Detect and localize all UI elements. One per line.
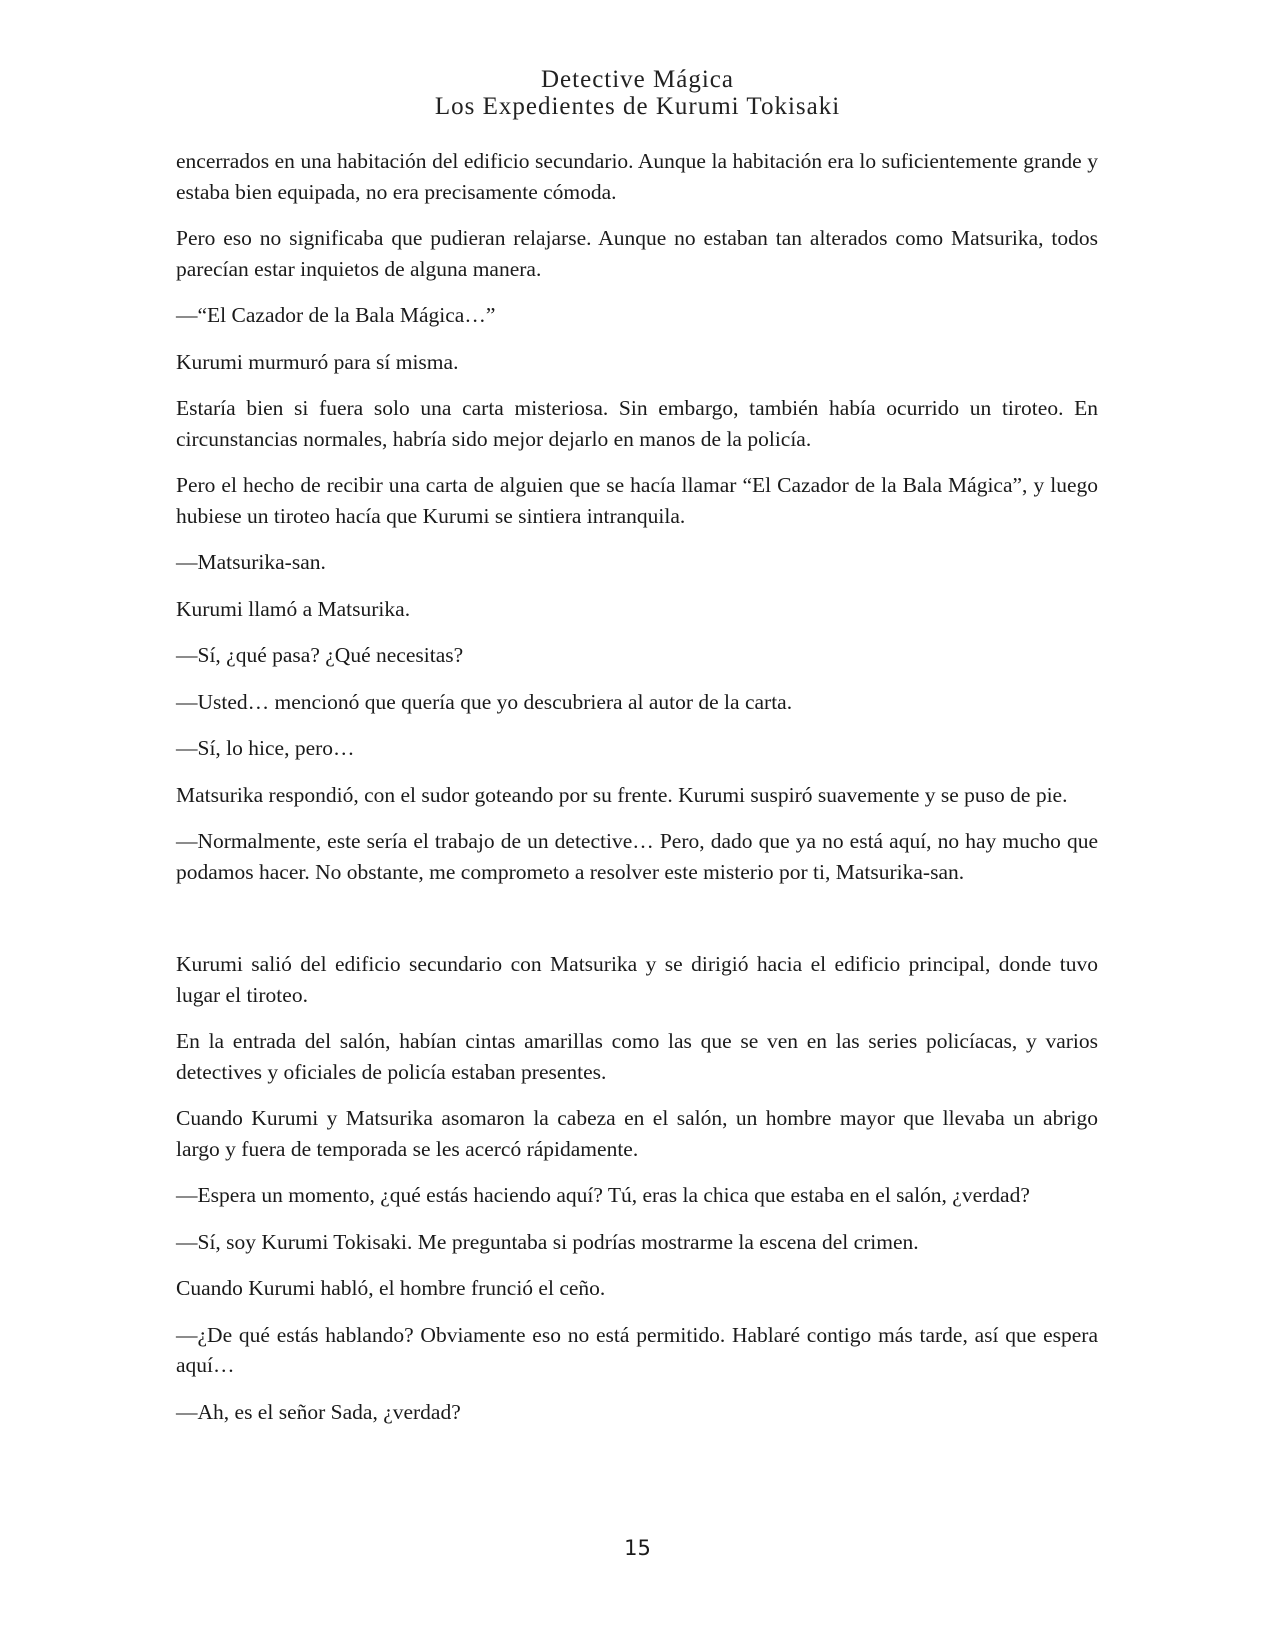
paragraph: —Espera un momento, ¿qué estás haciendo aquí? Tú, eras la chica que estaba en el salón, ¿verdad?: [176, 1183, 1030, 1207]
paragraph: —Ah, es el señor Sada, ¿verdad?: [176, 1399, 461, 1424]
paragraph: En la entrada del salón, habían cintas amarillas como las que se ven en las series policíacas, y varios detectives y oficiales de policía estaban presentes.: [176, 1029, 1098, 1084]
paragraph: —Matsurika-san.: [176, 550, 326, 574]
paragraph: —Sí, soy Kurumi Tokisaki. Me preguntaba si podrías mostrarme la escena del crimen.: [176, 1229, 919, 1254]
paragraph: Kurumi murmuró para sí misma.: [176, 349, 459, 374]
paragraph: —Normalmente, este sería el trabajo de un detective… Pero, dado que ya no está aquí, no hay mucho que podamos hacer. No obstante, me comprometo a resolver este misterio por ti, Matsurika-san.: [176, 829, 1098, 884]
paragraph: Kurumi salió del edificio secundario con Matsurika y se dirigió hacia el edificio principal, donde tuvo lugar el tiroteo.: [176, 952, 1098, 1007]
paragraph: Cuando Kurumi habló, el hombre frunció el ceño.: [176, 1276, 606, 1300]
paragraph: Cuando Kurumi y Matsurika asomaron la cabeza en el salón, un hombre mayor que llevaba un abrigo largo y fuera de temporada se les acercó rápidamente.: [176, 1106, 1098, 1161]
paragraph: Pero el hecho de recibir una carta de alguien que se hacía llamar “El Cazador de la Bala Mágica”, y luego hubiese un tiroteo hacía que Kurumi se sintiera intranquila.: [176, 473, 1098, 528]
paragraph: Pero eso no significaba que pudieran relajarse. Aunque no estaban tan alterados como Matsurika, todos parecían estar inquietos de alguna manera.: [176, 226, 1098, 281]
paragraph: —Sí, lo hice, pero…: [176, 736, 355, 760]
paragraph: encerrados en una habitación del edificio secundario. Aunque la habitación era lo suficientemente grande y estaba bien equipada, no era precisamente cómoda.: [176, 149, 1098, 204]
page-number: 15: [624, 1536, 651, 1560]
paragraph: Kurumi llamó a Matsurika.: [176, 596, 411, 621]
paragraph: Matsurika respondió, con el sudor goteando por su frente. Kurumi suspiró suavemente y se puso de pie.: [176, 782, 1068, 807]
header-title-line1: Detective Mágica: [541, 66, 734, 93]
paragraph: —Sí, ¿qué pasa? ¿Qué necesitas?: [176, 643, 464, 667]
body-text: [176, 146, 1098, 1443]
page-header: [0, 66, 1275, 120]
header-title-line2: Los Expedientes de Kurumi Tokisaki: [434, 93, 841, 120]
paragraph: —Usted… mencionó que quería que yo descubriera al autor de la carta.: [176, 689, 793, 714]
paragraph: —“El Cazador de la Bala Mágica…”: [176, 303, 496, 327]
paragraph: Estaría bien si fuera solo una carta misteriosa. Sin embargo, también había ocurrido un tiroteo. En circunstancias normales, habría sido mejor dejarlo en manos de la policía.: [176, 396, 1098, 451]
paragraph: —¿De qué estás hablando? Obviamente eso no está permitido. Hablaré contigo más tarde, así que espera aquí…: [176, 1322, 1098, 1377]
